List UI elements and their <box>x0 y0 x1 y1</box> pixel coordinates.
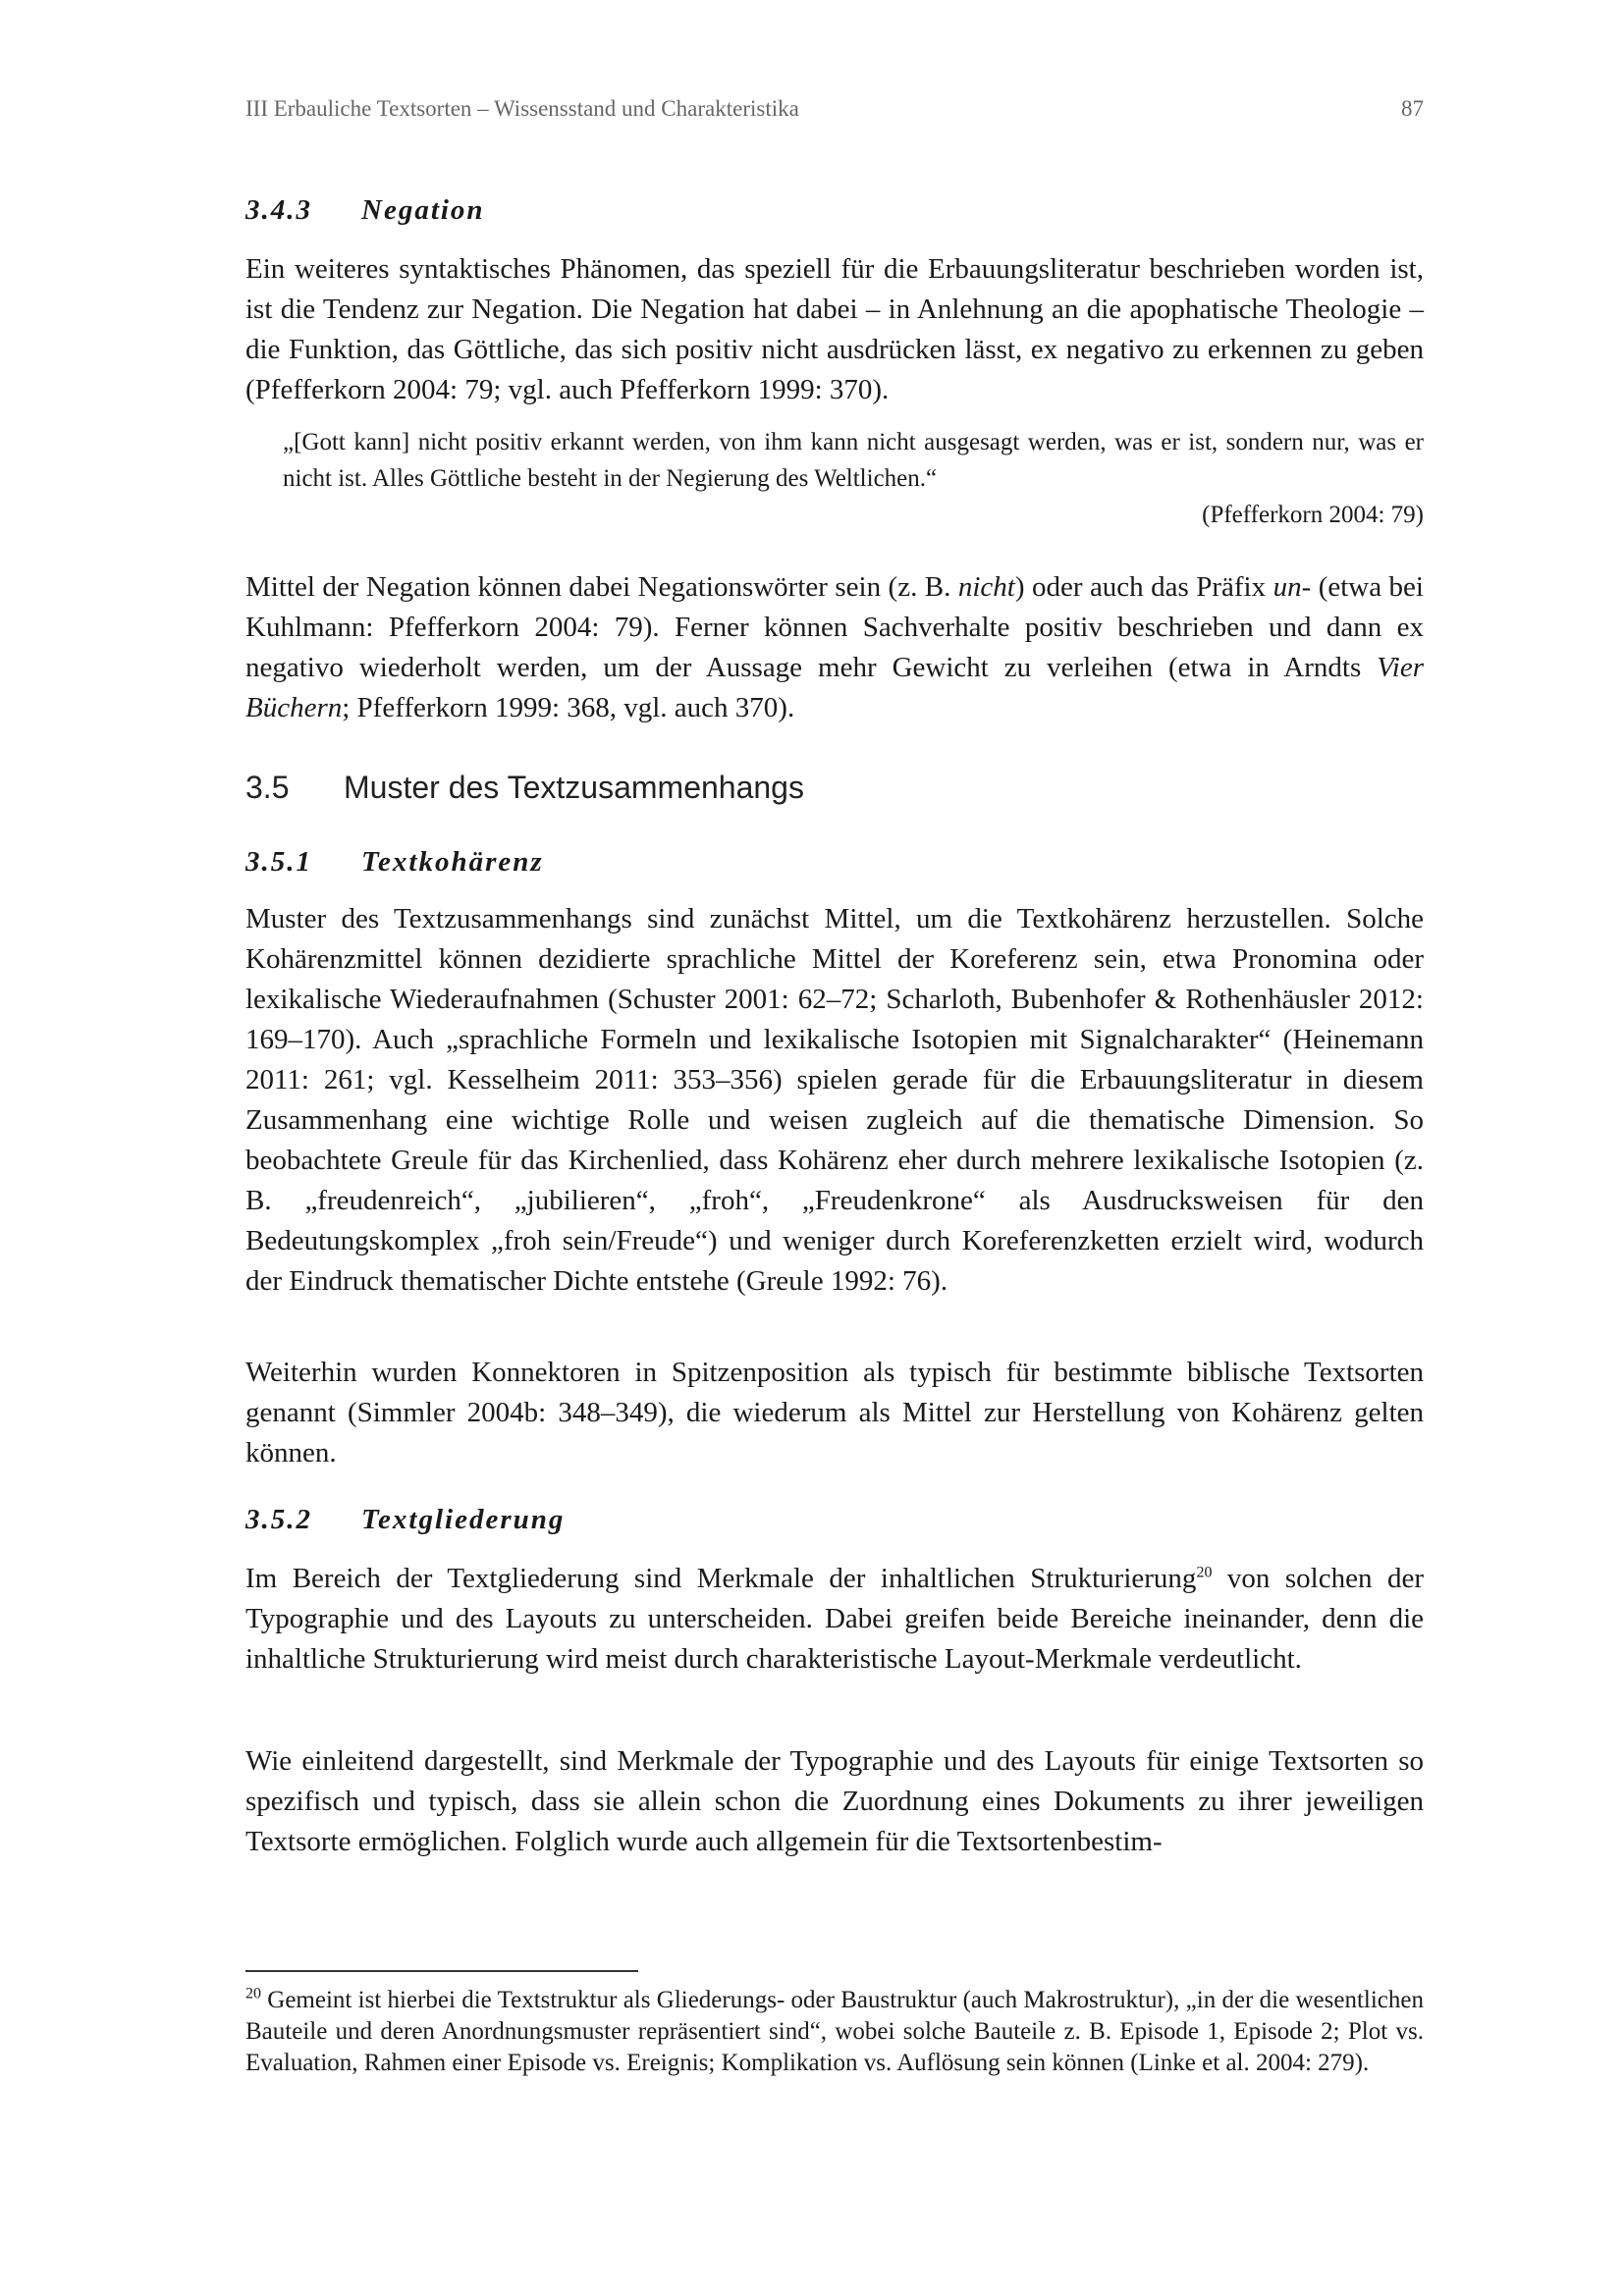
heading-title: Muster des Textzusammenhangs <box>344 770 804 805</box>
footnote-number: 20 <box>245 1985 261 2002</box>
running-title: III Erbauliche Textsorten – Wissensstand und Charakteristika <box>245 96 799 121</box>
footnote-divider <box>245 1970 638 1972</box>
footnote-reference[interactable]: 20 <box>1196 1564 1213 1581</box>
block-quote: „[Gott kann] nicht positiv erkannt werden, von ihm kann nicht ausgesagt werden, was er ist, sondern nur, was er nicht ist. Alles Göttliche besteht in der Negierung des Weltlichen.“ <box>283 429 1424 492</box>
page-number: 87 <box>1401 96 1424 121</box>
text-run: Mittel der Negation können dabei Negationswörter sein (z. B. <box>245 571 958 603</box>
heading-title: Textgliederung <box>361 1504 566 1535</box>
paragraph-textgliederung <box>245 1559 1424 1680</box>
text-run: ) oder auch das Präfix <box>1014 571 1273 603</box>
italic-term: un- <box>1272 571 1312 603</box>
heading-3-4-3 <box>245 194 485 227</box>
heading-number: 3.5.2 <box>245 1504 312 1535</box>
paragraph-negation: Ein weiteres syntaktisches Phänomen, das speziell für die Erbauungsliteratur beschrieben worden ist, ist die Tendenz zur Negation. Die Negation hat dabei – in Anlehnung an die apophatische Theologie – die Funktion, das Göttliche, das sich positiv nicht ausdrücken lässt, ex negativo zu erkennen zu geben (Pfefferkorn 2004: 79; vgl. auch Pfefferkorn 1999: 370). <box>245 253 1424 405</box>
heading-3-5-1 <box>245 846 544 879</box>
text-run: ; Pfefferkorn 1999: 368, vgl. auch 370). <box>342 692 795 723</box>
footnote-20 <box>245 1985 1424 2079</box>
paragraph-typographie: Wie einleitend dargestellt, sind Merkmale der Typographie und des Layouts für einige Textsorten so spezifisch und typisch, dass sie allein schon die Zuordnung eines Dokuments zu ihrer jeweiligen Textsorte ermöglichen. Folglich wurde auch allgemein für die Textsortenbestim- <box>245 1745 1424 1857</box>
heading-3-5 <box>245 770 804 806</box>
footnote-text: Gemeint ist hierbei die Textstruktur als Gliederungs- oder Baustruktur (auch Makrostruktur), „in der die wesentlichen Bauteile und deren Anordnungsmuster repräsentiert sind“, wobei solche Bauteile z. B. Episode 1, Episode 2; Plot vs. Evaluation, Rahmen einer Episode vs. Ereignis; Komplikation vs. Auflösung sein können (Linke et al. 2004: 279). <box>245 1987 1424 2076</box>
italic-title: Vier Büchern <box>245 652 1424 723</box>
heading-number: 3.5.1 <box>245 846 312 878</box>
paragraph-textkohaerenz: Muster des Textzusammenhangs sind zunächst Mittel, um die Textkohärenz herzustellen. Solche Kohärenzmittel können dezidierte sprachliche Mittel der Koreferenz sein, etwa Pronomina oder lexikalische Wiederaufnahmen (Schuster 2001: 62–72; Scharloth, Bubenhofer & Rothenhäusler 2012: 169–170). Auch „sprachliche Formeln und lexikalische Isotopien mit Signalcharakter“ (Heinemann 2011: 261; vgl. Kesselheim 2011: 353–356) spielen gerade für die Erbauungsliteratur in diesem Zusammenhang eine wichtige Rolle und weisen zugleich auf die thematische Dimension. So beobachtete Greule für das Kirchenlied, dass Kohärenz eher durch mehrere lexikalische Isotopien (z. B. „freudenreich“, „jubilieren“, „froh“, „Freudenkrone“ als Ausdrucksweisen für den Bedeutungskomplex „froh sein/Freude“) und weniger durch Koreferenzketten erzielt wird, wodurch der Eindruck thematischer Dichte entstehe (Greule 1992: 76). <box>245 903 1424 1297</box>
paragraph-konnektoren: Weiterhin wurden Konnektoren in Spitzenposition als typisch für bestimmte biblische Textsorten genannt (Simmler 2004b: 348–349), die wiederum als Mittel zur Herstellung von Kohärenz gelten können. <box>245 1357 1424 1468</box>
running-header <box>245 96 1424 122</box>
heading-3-5-2 <box>245 1504 565 1536</box>
document-page <box>245 0 1424 2296</box>
heading-title: Textkohärenz <box>361 846 544 878</box>
heading-title: Negation <box>361 194 485 226</box>
heading-number: 3.5 <box>245 770 290 805</box>
paragraph-negation-means <box>245 567 1424 728</box>
quote-source: (Pfefferkorn 2004: 79) <box>1202 502 1424 528</box>
heading-number: 3.4.3 <box>245 194 312 226</box>
text-run: von solchen der Typographie und des Layouts zu unterscheiden. Dabei greifen beide Bereiche ineinander, denn die inhaltliche Strukturierung wird meist durch charakteristische Layout-Merkmale verdeutlicht. <box>245 1563 1424 1675</box>
text-run: Im Bereich der Textgliederung sind Merkmale der inhaltlichen Strukturierung <box>245 1563 1197 1594</box>
italic-term: nicht <box>957 571 1015 603</box>
text-run: (etwa bei Kuhlmann: Pfefferkorn 2004: 79). Ferner können Sachverhalte positiv beschrieben und dann ex negativo wiederholt werden, um der Aussage mehr Gewicht zu verleihen (etwa in Arndts <box>245 571 1424 683</box>
